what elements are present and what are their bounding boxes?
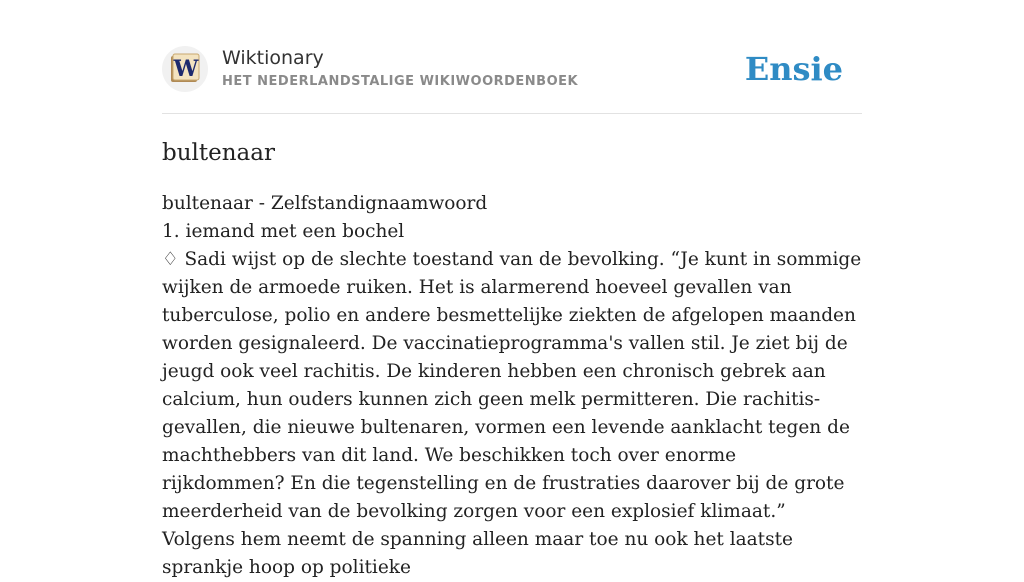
entry-title: bultenaar [162,140,275,166]
entry-content [162,190,864,582]
site-title[interactable]: Wiktionary [222,47,324,69]
ensie-brand-logo[interactable]: Ensie [744,50,843,88]
header-divider [162,113,862,114]
entry-heading-line: bultenaar - Zelfstandignaamwoord [162,193,488,214]
entry-definition: 1. iemand met een bochel [162,221,405,242]
site-header [162,46,862,94]
wiktionary-logo-icon[interactable] [162,46,208,92]
wiktionary-logo-graphic [162,46,208,92]
logo-letter: W [173,56,199,82]
entry-example: ♢ Sadi wijst op de slechte toestand van de bevolking. “Je kunt in sommige wijken de armoede ruiken. Het is alarmerend hoeveel gevallen van tuberculose, polio en andere besmettelijke ziekten de afgelopen maanden worden gesignaleerd. De vaccinatieprogramma's vallen stil. Je ziet bij de jeugd ook veel rachitis. De kinderen hebben een chronisch gebrek aan calcium, hun ouders kunnen zich geen melk permitteren. Die rachitis-gevallen, die nieuwe bultenaren, vormen een levende aanklacht tegen de machthebbers van dit land. We beschikken toch over enorme rijkdommen? En die tegenstelling en de frustraties daarover bij de grote meerderheid van de bevolking zorgen voor een explosief klimaat.” Volgens hem neemt de spanning alleen maar toe nu ook het laatste sprankje hoop op politieke [162,249,862,578]
site-subtitle: HET NEDERLANDSTALIGE WIKIWOORDENBOEK [222,74,579,89]
